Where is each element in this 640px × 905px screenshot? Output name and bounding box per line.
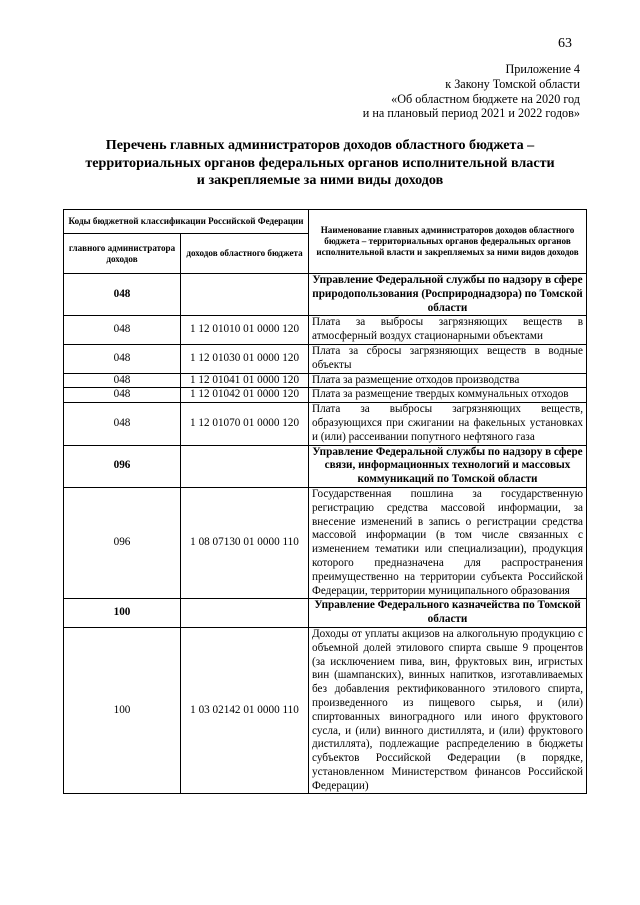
income-code: 1 12 01030 01 0000 120 <box>181 344 309 373</box>
income-description: Доходы от уплаты акцизов на алкогольную продукцию с объемной долей этилового спирта свыше 9 процентов (за исключением пива, вин, фруктовых вин, игристых вин (шампанских), винных напитков, изготавливаемых без добавления ректификованного этилового спирта, произведенного из пищевого сырья, и (или) спиртованных виноградного или иного фруктового сусла, и (или) винного дистиллята, и (или) фруктового дистиллята), подлежащие распределению в бюджеты субъектов Российской Федерации (в порядке, установленном Министерством финансов Российской Федерации) <box>309 627 587 794</box>
admin-code: 100 <box>64 627 181 794</box>
group-empty-cell <box>181 599 309 628</box>
appendix-line: и на плановый период 2021 и 2022 годов» <box>362 106 580 121</box>
income-code: 1 12 01042 01 0000 120 <box>181 388 309 403</box>
appendix-line: «Об областном бюджете на 2020 год <box>391 91 580 106</box>
income-description: Плата за выбросы загрязняющих веществ, образующихся при сжигании на факельных установках и (или) рассеивании попутного нефтяного газа <box>309 403 587 445</box>
income-code: 1 03 02142 01 0000 110 <box>181 627 309 794</box>
document-title <box>80 137 560 190</box>
income-code: 1 08 07130 01 0000 110 <box>181 487 309 598</box>
group-code: 048 <box>64 274 181 316</box>
admin-code: 048 <box>64 344 181 373</box>
header-admin-code: главного администратора доходов <box>64 234 181 274</box>
admin-code: 096 <box>64 487 181 598</box>
group-row <box>64 445 587 487</box>
header-income-code: доходов областного бюджета <box>181 234 309 274</box>
administrators-table <box>63 209 587 794</box>
header-codes: Коды бюджетной классификации Российской Федерации <box>64 210 309 234</box>
income-code: 1 12 01041 01 0000 120 <box>181 373 309 388</box>
table-row <box>64 627 587 794</box>
income-description: Плата за размещение твердых коммунальных отходов <box>309 388 587 403</box>
admin-code: 048 <box>64 388 181 403</box>
appendix-line: Приложение 4 <box>505 62 580 76</box>
page-number: 63 <box>558 36 572 51</box>
table-header-row <box>64 210 587 234</box>
group-name: Управление Федерального казначейства по Томской области <box>309 599 587 628</box>
table-row <box>64 403 587 445</box>
group-empty-cell <box>181 445 309 487</box>
income-description: Плата за размещение отходов производства <box>309 373 587 388</box>
title-line: и закрепляемые за ними виды доходов <box>196 172 444 189</box>
title-line: Перечень главных администраторов доходов областного бюджета – <box>105 137 535 153</box>
admin-code: 048 <box>64 373 181 388</box>
group-code: 096 <box>64 445 181 487</box>
group-row <box>64 599 587 628</box>
header-name: Наименование главных администраторов доходов областного бюджета – территориальных органов федеральных органов исполнительной власти и закрепляемых за ними видов доходов <box>309 210 587 274</box>
table-row <box>64 487 587 598</box>
appendix-line: к Закону Томской области <box>445 76 580 91</box>
admin-code: 048 <box>64 403 181 445</box>
income-description: Плата за выбросы загрязняющих веществ в атмосферный воздух стационарными объектами <box>309 316 587 345</box>
table-row <box>64 316 587 345</box>
table-row <box>64 373 587 388</box>
group-empty-cell <box>181 274 309 316</box>
income-code: 1 12 01070 01 0000 120 <box>181 403 309 445</box>
group-code: 100 <box>64 599 181 628</box>
group-name: Управление Федеральной службы по надзору в сфере связи, информационных технологий и массовых коммуникаций по Томской области <box>309 445 587 487</box>
income-description: Государственная пошлина за государственную регистрацию средства массовой информации, за внесение изменений в запись о регистрации средства массовой информации (в том числе связанных с изменением тематики или специализации), продукция которого предназначена для распространения преимущественно на территории субъекта Российской Федерации, территории муниципального образования <box>309 487 587 598</box>
income-code: 1 12 01010 01 0000 120 <box>181 316 309 345</box>
income-description: Плата за сбросы загрязняющих веществ в водные объекты <box>309 344 587 373</box>
table-row <box>64 388 587 403</box>
admin-code: 048 <box>64 316 181 345</box>
group-row <box>64 274 587 316</box>
title-line: территориальных органов федеральных органов исполнительной власти <box>85 154 555 171</box>
appendix-note <box>280 62 580 121</box>
group-name: Управление Федеральной службы по надзору в сфере природопользования (Росприроднадзора) по Томской области <box>309 274 587 316</box>
table-row <box>64 344 587 373</box>
